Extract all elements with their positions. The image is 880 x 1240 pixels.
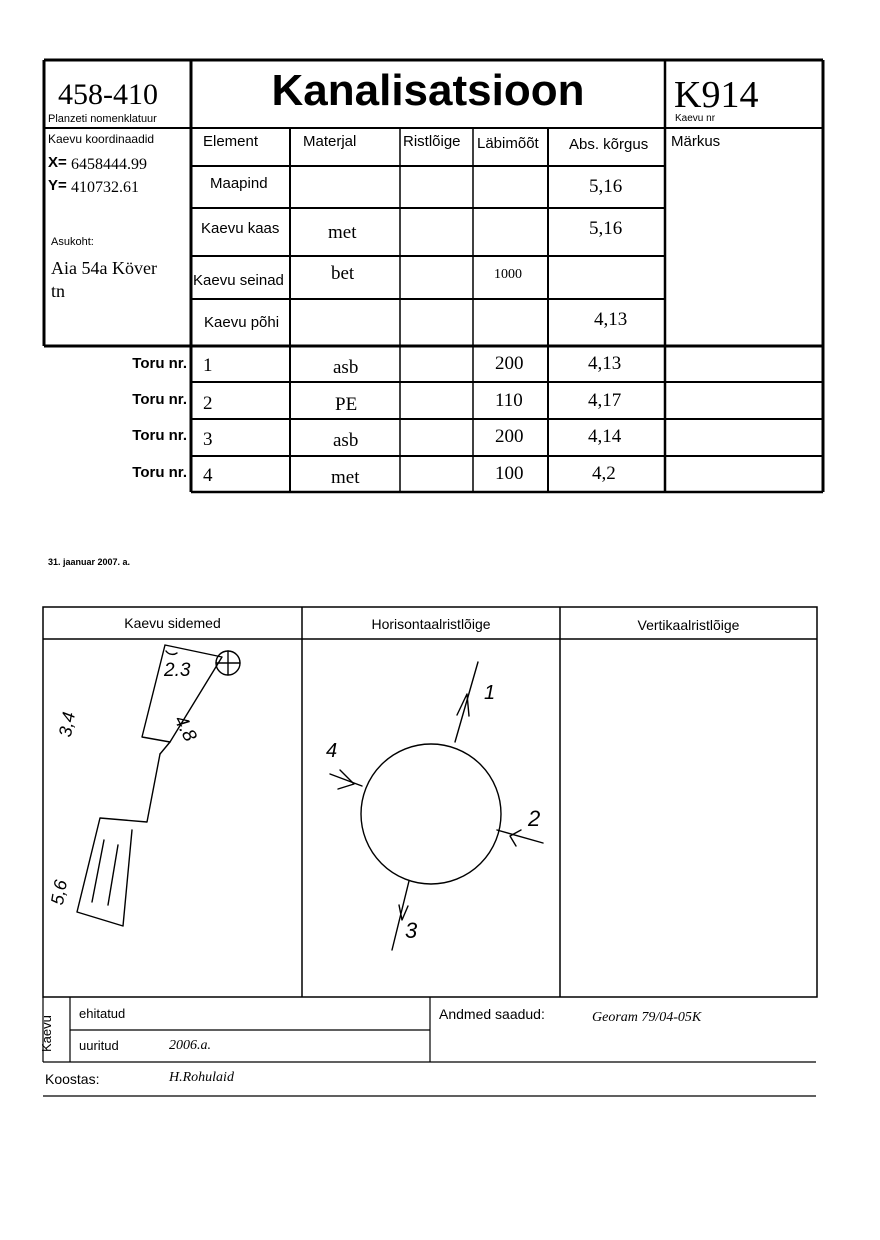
- element-height: 4,13: [594, 309, 628, 330]
- pipe-material: asb: [333, 357, 359, 378]
- built-label: ehitatud: [79, 1006, 126, 1021]
- col-header-diameter: Läbimõõt: [477, 135, 539, 152]
- author-label: Koostas:: [45, 1071, 100, 1087]
- sheet-number: 458-410: [58, 78, 158, 111]
- sheet-label: Planzeti nomenklatuur: [48, 113, 157, 125]
- element-material: bet: [331, 263, 355, 284]
- connections-title: Kaevu sidemed: [124, 615, 221, 631]
- pipe-diameter: 200: [495, 353, 524, 374]
- well-number: K914: [674, 74, 759, 116]
- pipe-label: Toru nr.: [132, 355, 187, 372]
- pipe-height: 4,2: [592, 463, 616, 484]
- page-title: Kanalisatsioon: [271, 66, 585, 115]
- element-name: Kaevu kaas: [201, 220, 280, 237]
- horizontal-section-sketch: [330, 662, 543, 950]
- x-label: X=: [48, 154, 67, 171]
- dimension-label: 4.8: [169, 712, 201, 746]
- pipe-height: 4,14: [588, 426, 622, 447]
- element-name: Maapind: [210, 175, 268, 192]
- horizontal-section-title: Horisontaalristlõige: [371, 616, 491, 632]
- pipe-number-label: 2: [528, 806, 541, 831]
- pipe-nr: 4: [203, 465, 213, 486]
- pipe-material: asb: [333, 430, 359, 451]
- location-line1: Aia 54a Köver: [51, 258, 157, 278]
- pipe-number-label: 1: [484, 682, 496, 704]
- x-value: 6458444.99: [71, 156, 147, 173]
- col-header-remarks: Märkus: [671, 133, 721, 150]
- pipe-material: met: [331, 467, 360, 488]
- author-value: H.Rohulaid: [169, 1070, 234, 1085]
- location-label: Asukoht:: [51, 236, 94, 248]
- location-line2: tn: [51, 281, 66, 301]
- pipe-height: 4,13: [588, 353, 622, 374]
- pipe-diameter: 200: [495, 426, 524, 447]
- pipe-diameter: 100: [495, 463, 524, 484]
- pipe-diameter: 110: [495, 390, 523, 411]
- pipe-number-label: 4: [326, 740, 338, 762]
- element-material: met: [328, 222, 357, 243]
- pipe-label: Toru nr.: [132, 391, 187, 408]
- pipe-nr: 1: [203, 355, 213, 376]
- vertical-section-title: Vertikaalristlõige: [637, 617, 740, 633]
- well-label: Kaevu nr: [675, 113, 716, 124]
- element-height: 5,16: [589, 218, 623, 239]
- pipe-label: Toru nr.: [132, 427, 187, 444]
- pipe-number-label: 3: [405, 918, 418, 943]
- dimension-label: 3,4: [55, 710, 80, 739]
- data-source-label: Andmed saadud:: [439, 1006, 545, 1022]
- dimension-label: 5,6: [47, 878, 72, 907]
- y-label: Y=: [48, 177, 67, 194]
- document-date: 31. jaanuar 2007. a.: [48, 557, 131, 567]
- element-name: Kaevu põhi: [204, 314, 280, 331]
- element-height: 5,16: [589, 176, 623, 197]
- pipe-nr: 2: [203, 393, 213, 414]
- surveyed-label: uuritud: [79, 1038, 119, 1053]
- pipe-material: PE: [335, 394, 358, 415]
- pipe-label: Toru nr.: [132, 464, 187, 481]
- surveyed-value: 2006.a.: [169, 1038, 211, 1053]
- y-value: 410732.61: [71, 179, 139, 196]
- pipe-height: 4,17: [588, 390, 622, 411]
- col-header-section: Ristlõige: [403, 133, 461, 150]
- col-header-element: Element: [203, 133, 259, 150]
- col-header-material: Materjal: [303, 133, 357, 150]
- connections-sketch: [77, 645, 240, 926]
- element-diameter: 1000: [494, 267, 522, 282]
- data-source-value: Georam 79/04-05K: [592, 1010, 702, 1025]
- element-name: Kaevu seinad: [193, 272, 284, 289]
- col-header-height: Abs. kõrgus: [569, 136, 649, 153]
- dimension-label: 2.3: [164, 660, 191, 681]
- well-vertical-label: Kaevu: [39, 1015, 54, 1052]
- pipe-nr: 3: [203, 429, 213, 450]
- coords-label: Kaevu koordinaadid: [48, 132, 155, 146]
